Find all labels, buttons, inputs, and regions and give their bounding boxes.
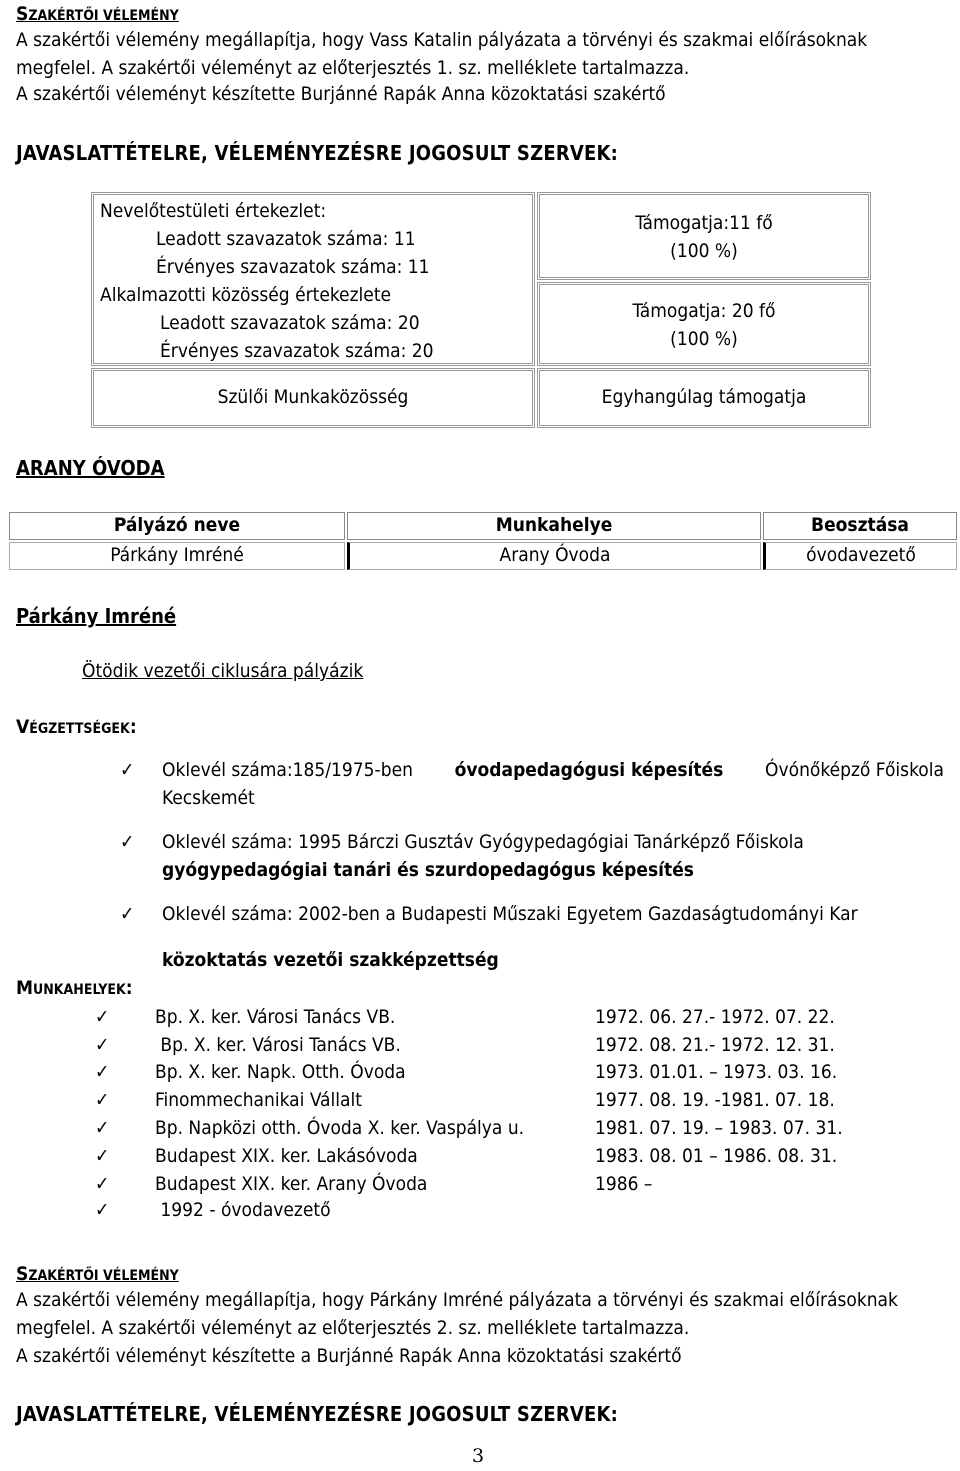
list-item — [95, 1174, 652, 1196]
workplace-dates: 1986 – — [595, 1173, 653, 1195]
list-item — [95, 1062, 837, 1084]
list-item — [95, 1090, 835, 1112]
qualification-school: Óvónőképző Főiskola — [765, 759, 944, 781]
support2-percent: (100 %) — [670, 328, 738, 350]
votes-box — [91, 192, 535, 366]
workplace-dates: 1983. 08. 01 – 1986. 08. 31. — [595, 1145, 838, 1167]
community-cast-votes: Leadott szavazatok száma: 20 — [160, 312, 420, 334]
support1-count: Támogatja:11 fő — [635, 212, 773, 234]
qualification-title: gyógypedagógiai tanári és szurdopedagógus képesítés — [162, 859, 694, 881]
column-header-name: Pályázó neve — [9, 512, 345, 540]
check-icon: ✓ — [95, 1173, 110, 1195]
qualification-city: Kecskemét — [162, 787, 255, 809]
parents-result-box — [537, 368, 871, 428]
parents-result: Egyhangúlag támogatja — [601, 386, 807, 408]
workplace-name: Budapest XIX. ker. Lakásóvoda — [155, 1145, 418, 1167]
qualification-text: Oklevél száma: 2002-ben a Budapesti Műszaki Egyetem Gazdaságtudományi Kar — [162, 903, 858, 925]
workplace-dates: 1972. 06. 27.- 1972. 07. 22. — [595, 1006, 835, 1028]
authorized-bodies-heading: JAVASLATTÉTELRE, VÉLEMÉNYEZÉSRE JOGOSULT SZERVEK: — [16, 1402, 619, 1426]
expert-opinion-text: A szakértői vélemény megállapítja, hogy Vass Katalin pályázata a törvényi és szakmai előírásoknak — [16, 29, 868, 51]
workplace-dates: 1973. 01.01. – 1973. 03. 16. — [595, 1061, 838, 1083]
workplace-dates: 1981. 07. 19. – 1983. 07. 31. — [595, 1117, 843, 1139]
qualification-item — [162, 760, 944, 782]
expert-opinion-author: A szakértői véleményt készítette a Burjánné Rapák Anna közoktatási szakértő — [16, 1345, 682, 1367]
staff-meeting-title: Nevelőtestületi értekezlet: — [100, 200, 327, 222]
parents-committee: Szülői Munkaközösség — [217, 386, 409, 408]
check-icon: ✓ — [95, 1199, 110, 1221]
community-meeting-title: Alkalmazotti közösség értekezlete — [100, 284, 392, 306]
expert-opinion-text: megfelel. A szakértői véleményt az előterjesztés 1. sz. melléklete tartalmazza. — [16, 57, 690, 79]
workplace-name: Bp. X. ker. Városi Tanács VB. — [155, 1006, 396, 1028]
workplace-name: Bp. X. ker. Városi Tanács VB. — [155, 1034, 401, 1056]
applicants-table — [7, 510, 959, 572]
table-header-row — [9, 512, 957, 540]
workplace-name: 1992 - óvodavezető — [155, 1199, 331, 1221]
support2-count: Támogatja: 20 fő — [632, 300, 776, 322]
staff-valid-votes: Érvényes szavazatok száma: 11 — [156, 256, 430, 278]
workplace-name: Bp. X. ker. Napk. Otth. Óvoda — [155, 1061, 406, 1083]
support1-percent: (100 %) — [670, 240, 738, 262]
staff-cast-votes: Leadott szavazatok száma: 11 — [156, 228, 416, 250]
expert-opinion-author: A szakértői véleményt készítette Burjánné Rapák Anna közoktatási szakértő — [16, 83, 666, 105]
workplace-name: Budapest XIX. ker. Arany Óvoda — [155, 1173, 428, 1195]
expert-opinion-heading: SZAKÉRTŐI VÉLEMÉNY — [16, 3, 179, 25]
community-valid-votes: Érvényes szavazatok száma: 20 — [160, 340, 434, 362]
column-header-workplace: Munkahelye — [347, 512, 761, 540]
expert-opinion-text: megfelel. A szakértői véleményt az előterjesztés 2. sz. melléklete tartalmazza. — [16, 1317, 690, 1339]
check-icon: ✓ — [95, 1089, 110, 1111]
qualification-text: Oklevél száma: 1995 Bárczi Gusztáv Gyógypedagógiai Tanárképző Főiskola — [162, 831, 804, 853]
applicant-workplace-cell: Arany Óvoda — [347, 542, 761, 570]
qualification-text: Oklevél száma:185/1975-ben — [162, 759, 413, 781]
applicant-name-heading: Párkány Imréné — [16, 604, 177, 628]
workplaces-heading: MUNKAHELYEK: — [16, 977, 133, 999]
applicant-position-cell: óvodavezető — [763, 542, 957, 570]
kindergarten-title: ARANY ÓVODA — [16, 456, 165, 480]
check-icon: ✓ — [120, 903, 135, 925]
workplace-name: Finommechanikai Vállalt — [155, 1089, 362, 1111]
check-icon: ✓ — [95, 1117, 110, 1139]
qualifications-heading: VÉGZETTSÉGEK: — [16, 716, 137, 738]
applicant-name-cell: Párkány Imréné — [9, 542, 345, 570]
support2-box — [537, 282, 871, 366]
parents-box — [91, 368, 535, 428]
workplace-dates: 1972. 08. 21.- 1972. 12. 31. — [595, 1034, 835, 1056]
list-item — [95, 1035, 835, 1057]
workplace-dates: 1977. 08. 19. -1981. 07. 18. — [595, 1089, 835, 1111]
authorized-bodies-heading: JAVASLATTÉTELRE, VÉLEMÉNYEZÉSRE JOGOSULT SZERVEK: — [16, 141, 619, 165]
check-icon: ✓ — [95, 1145, 110, 1167]
workplace-name: Bp. Napközi otth. Óvoda X. ker. Vaspálya u. — [155, 1117, 525, 1139]
applicant-cycle: Ötödik vezetői ciklusára pályázik — [82, 660, 364, 682]
check-icon: ✓ — [95, 1034, 110, 1056]
qualification-title: óvodapedagógusi képesítés — [454, 759, 724, 781]
check-icon: ✓ — [95, 1006, 110, 1028]
table-row — [9, 542, 957, 570]
list-item — [95, 1200, 595, 1222]
list-item — [95, 1146, 837, 1168]
check-icon: ✓ — [95, 1061, 110, 1083]
column-header-position: Beosztása — [763, 512, 957, 540]
check-icon: ✓ — [120, 831, 135, 853]
support1-box — [537, 192, 871, 280]
check-icon: ✓ — [120, 759, 135, 781]
page-number: 3 — [472, 1445, 485, 1467]
expert-opinion-text: A szakértői vélemény megállapítja, hogy Párkány Imréné pályázata a törvényi és szakmai előírásoknak — [16, 1289, 898, 1311]
list-item — [95, 1118, 843, 1140]
expert-opinion-heading: SZAKÉRTŐI VÉLEMÉNY — [16, 1263, 179, 1285]
qualification-title: közoktatás vezetői szakképzettség — [162, 949, 499, 971]
list-item — [95, 1007, 835, 1029]
